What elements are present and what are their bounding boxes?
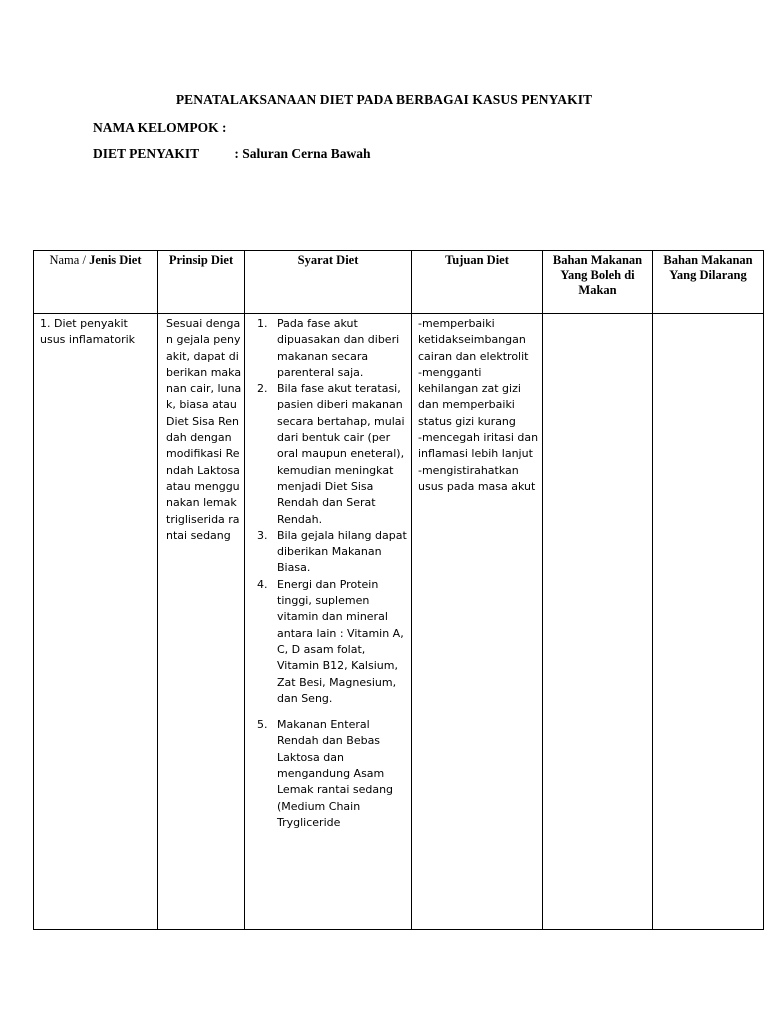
header-tujuan-diet: Tujuan Diet bbox=[412, 251, 543, 314]
list-item: 5. Makanan Enteral Rendah dan Bebas Laktosa dan mengandung Asam Lemak rantai sedang (Medium Chain Trygliceride bbox=[257, 718, 394, 829]
header-bahan-boleh: Bahan Makanan Yang Boleh di Makan bbox=[543, 251, 653, 314]
diet-penyakit-value: : Saluran Cerna Bawah bbox=[234, 146, 371, 161]
table-row bbox=[34, 314, 764, 930]
tujuan-item: -mencegah iritasi dan inflamasi lebih lanjut bbox=[418, 431, 539, 461]
tujuan-item: -memperbaiki ketidakseimbangan cairan dan elektrolit bbox=[418, 317, 529, 363]
cell-prinsip-diet: Sesuai dengan gejala penyakit, dapat diberikan makanan cair, lunak, biasa atau Diet Sisa Rendah dengan modifikasi Rendah Laktosa atau menggunakan lemak trigliserida rantai sedang bbox=[158, 314, 245, 930]
tujuan-item: -mengganti kehilangan zat gizi dan memperbaiki status gizi kurang bbox=[418, 365, 521, 428]
list-item: 3. Bila gejala hilang dapat diberikan Makanan Biasa. bbox=[257, 528, 407, 575]
nama-kelompok-line bbox=[93, 120, 227, 136]
nama-kelompok-separator: : bbox=[222, 120, 227, 135]
diet-table bbox=[33, 250, 764, 930]
cell-bahan-dilarang bbox=[653, 314, 764, 930]
list-item: 4. Energi dan Protein tinggi, suplemen vitamin dan mineral antara lain : Vitamin A, C, D asam folat, Vitamin B12, Kalsium, Zat Besi, Magnesium, dan Seng. bbox=[257, 577, 404, 705]
list-item: 1. Pada fase akut dipuasakan dan diberi makanan secara parenteral saja. bbox=[257, 317, 400, 379]
header-syarat-diet: Syarat Diet bbox=[245, 251, 412, 314]
tujuan-item: -mengistirahatkan usus pada masa akut bbox=[418, 463, 536, 493]
cell-bahan-boleh bbox=[543, 314, 653, 930]
document-title: PENATALAKSANAAN DIET PADA BERBAGAI KASUS PENYAKIT bbox=[175, 92, 593, 107]
header-nama-jenis-diet: Nama / Jenis Diet bbox=[34, 251, 158, 314]
diet-penyakit-line bbox=[93, 146, 371, 162]
diet-penyakit-label: DIET PENYAKIT bbox=[93, 146, 200, 161]
cell-nama-diet: 1. Diet penyakit usus inflamatorik bbox=[34, 314, 158, 930]
header-prinsip-diet: Prinsip Diet bbox=[158, 251, 245, 314]
table-header-row bbox=[34, 251, 764, 314]
syarat-list bbox=[251, 316, 407, 831]
list-item: 2. Bila fase akut teratasi, pasien diberi makanan secara bertahap, mulai dari bentuk cair (per oral maupun eneteral), kemudian meningkat menjadi Diet Sisa Rendah dan Serat Rendah. bbox=[257, 382, 405, 526]
nama-kelompok-label: NAMA KELOMPOK bbox=[93, 120, 219, 135]
cell-syarat-diet bbox=[245, 314, 412, 930]
cell-tujuan-diet bbox=[412, 314, 543, 930]
header-bahan-dilarang: Bahan Makanan Yang Dilarang bbox=[653, 251, 764, 314]
